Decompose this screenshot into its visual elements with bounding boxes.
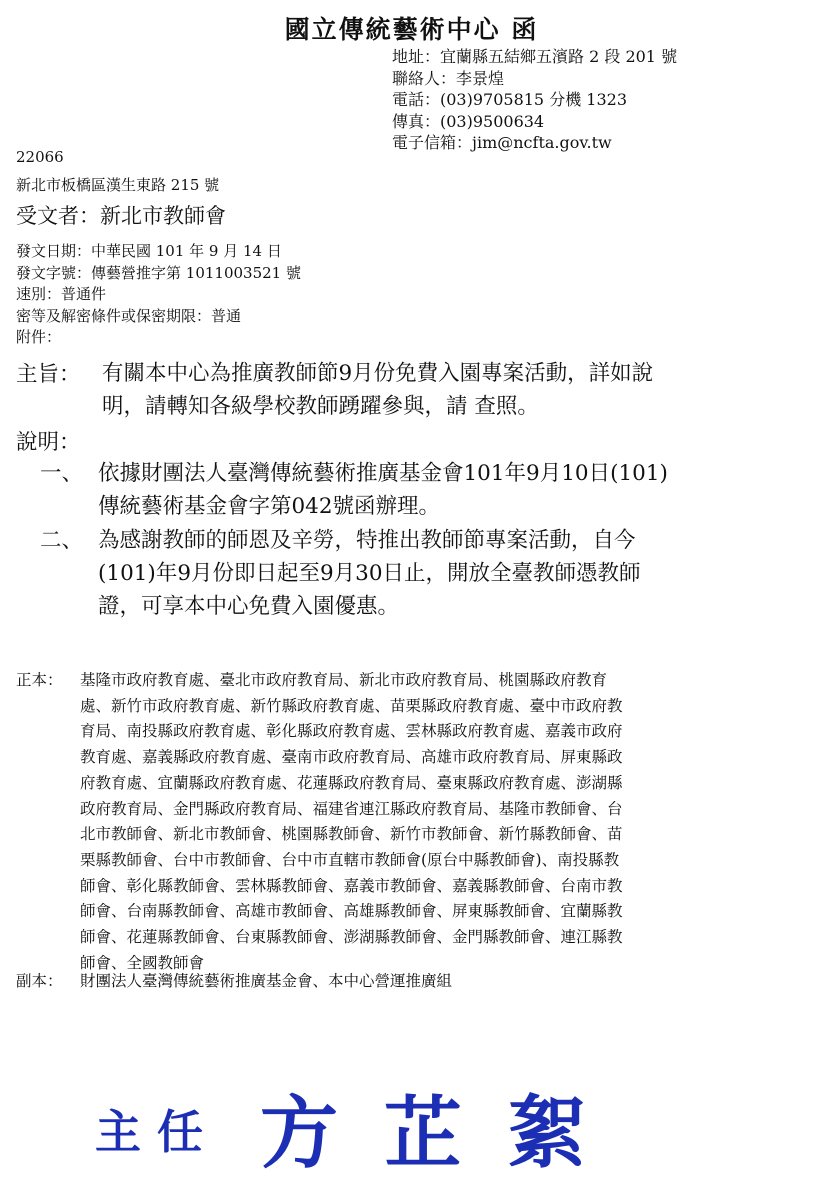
cc-line: 北市教師會、新北市教師會、桃園縣教師會、新竹市教師會、新竹縣教師會、苗	[80, 825, 623, 844]
item-text	[98, 457, 668, 523]
copy-label: 副本：	[16, 972, 63, 990]
item-line: 依據財團法人臺灣傳統藝術推廣基金會101年9月10日(101)	[98, 461, 668, 486]
contact-address: 地址：宜蘭縣五結鄉五濱路 2 段 201 號	[392, 47, 678, 66]
cc-label: 正本：	[16, 671, 63, 689]
seal-stamp-image	[95, 1090, 615, 1180]
cc-line: 師會、彰化縣教師會、雲林縣教師會、嘉義市教師會、嘉義縣教師會、台南市教	[80, 876, 623, 895]
cc-list	[80, 668, 810, 976]
cc-line: 師會、花蓮縣教師會、台東縣教師會、澎湖縣教師會、金門縣教師會、連江縣教	[80, 928, 623, 947]
item-text	[98, 524, 641, 623]
seal-name-text: 方芷絮	[260, 1090, 615, 1179]
cc-line: 府教育處、宜蘭縣政府教育處、花蓮縣政府教育局、臺東縣政府教育處、澎湖縣	[80, 773, 623, 792]
cc-line: 處、新竹市政府教育處、新竹縣政府教育處、苗栗縣政府教育處、臺中市政府教	[80, 696, 623, 715]
contact-fax: 傳真：(03)9500634	[392, 111, 545, 131]
item-line: 傳統藝術基金會字第042號函辦理。	[98, 494, 441, 519]
attachment: 附件：	[16, 328, 62, 346]
cc-line: 育局、南投縣政府教育處、彰化縣政府教育處、雲林縣政府教育處、嘉義市政府	[80, 722, 623, 741]
secrecy-level: 密等及解密條件或保密期限：普通	[16, 306, 242, 325]
contact-block	[392, 46, 677, 154]
item-number: 一、	[40, 461, 84, 486]
explanation-label: 說明：	[16, 430, 81, 455]
document-meta	[16, 241, 301, 349]
cc-line: 政府教育局、金門縣政府教育局、福建省連江縣政府教育局、基隆市教師會、台	[80, 799, 623, 818]
item-line: (101)年9月份即日起至9月30日止，開放全臺教師憑教師	[98, 561, 641, 586]
copy-list: 財團法人臺灣傳統藝術推廣基金會、本中心營運推廣組	[80, 972, 453, 990]
recipient-address: 新北市板橋區漢生東路 215 號	[16, 176, 220, 194]
recipient-name: 受文者：新北市教師會	[16, 204, 226, 228]
seal-title-text: 主任	[95, 1105, 219, 1159]
contact-person: 聯絡人：李景煌	[392, 68, 505, 88]
contact-phone: 電話：(03)9705815 分機 1323	[392, 90, 627, 109]
recipient-zip: 22066	[16, 148, 64, 166]
cc-line: 師會、全國教師會	[80, 953, 205, 972]
speed-class: 速別：普通件	[16, 285, 107, 303]
document-number: 發文字號：傳藝營推字第 1011003521 號	[16, 263, 301, 282]
cc-line: 栗縣教師會、台中市教師會、台中市直轄市教師會(原台中縣教師會)、南投縣教	[80, 850, 620, 869]
subject-label: 主旨：	[16, 362, 81, 387]
subject-line: 有關本中心為推廣教師節9月份免費入園專案活動，詳如說	[102, 361, 654, 386]
subject-line: 明，請轉知各級學校教師踴躍參與，請 查照。	[102, 394, 539, 419]
issue-date: 發文日期：中華民國 101 年 9 月 14 日	[16, 242, 282, 260]
item-line: 證，可享本中心免費入園優惠。	[98, 594, 400, 619]
contact-email: 電子信箱：jim@ncfta.gov.tw	[392, 133, 612, 152]
director-seal	[95, 1090, 615, 1185]
document-title: 國立傳統藝術中心 函	[284, 15, 539, 44]
item-line: 為感謝教師的師恩及辛勞，特推出教師節專案活動，自今	[98, 528, 636, 553]
cc-line: 師會、台南縣教師會、高雄市教師會、高雄縣教師會、屏東縣教師會、宜蘭縣教	[80, 902, 623, 921]
item-number: 二、	[40, 528, 84, 553]
subject-text	[102, 357, 812, 423]
cc-line: 基隆市政府教育處、臺北市政府教育局、新北市政府教育局、桃園縣政府教育	[80, 671, 608, 689]
cc-line: 教育處、嘉義縣政府教育處、臺南市政府教育局、高雄市政府教育局、屏東縣政	[80, 748, 623, 767]
